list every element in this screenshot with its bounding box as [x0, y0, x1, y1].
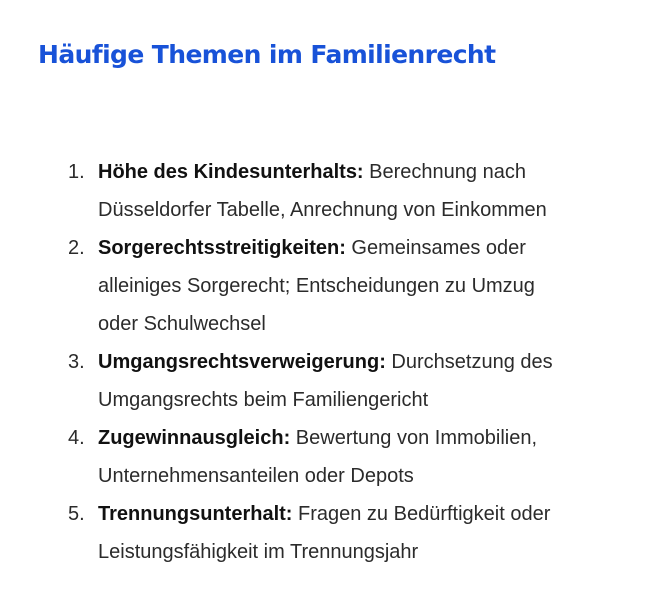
- topic-term: Zugewinnausgleich:: [98, 427, 291, 449]
- topic-term: Umgangsrechtsverweigerung:: [98, 351, 386, 373]
- list-item-text: [98, 229, 628, 267]
- topic-list: [68, 153, 628, 571]
- list-number: 2.: [68, 237, 85, 259]
- topic-description: Fragen zu Bedürftigkeit oder: [292, 503, 551, 525]
- topic-description-continued: Umgangsrechts beim Familiengericht: [98, 389, 429, 411]
- list-item: [68, 343, 628, 419]
- list-number: 3.: [68, 351, 85, 373]
- list-item-text: [98, 343, 628, 381]
- topic-term: Sorgerechtsstreitigkeiten:: [98, 237, 346, 259]
- topic-description: Berechnung nach: [363, 161, 526, 183]
- list-number: 4.: [68, 427, 85, 449]
- list-item: [68, 495, 628, 571]
- topic-description-continued: Unternehmensanteilen oder Depots: [98, 465, 414, 487]
- topic-description-continued: oder Schulwechsel: [98, 313, 266, 335]
- list-number: 1.: [68, 161, 85, 183]
- list-number: 5.: [68, 503, 85, 525]
- topic-description-continued: alleiniges Sorgerecht; Entscheidungen zu Umzug: [98, 275, 535, 297]
- list-item-text: [98, 153, 628, 191]
- topic-description: Bewertung von Immobilien,: [290, 427, 538, 449]
- section-heading: Häufige Themen im Familienrecht: [38, 40, 496, 69]
- list-item: [68, 419, 628, 495]
- list-item: [68, 153, 628, 229]
- topic-term: Höhe des Kindesunterhalts:: [98, 161, 364, 183]
- topic-description: Gemeinsames oder: [345, 237, 526, 259]
- topic-description-continued: Leistungsfähigkeit im Trennungsjahr: [98, 541, 419, 563]
- topic-description: Durchsetzung des: [385, 351, 553, 373]
- topic-description-continued: Düsseldorfer Tabelle, Anrechnung von Einkommen: [98, 199, 547, 221]
- list-item-text: [98, 495, 628, 533]
- list-item-text: [98, 419, 628, 457]
- topic-term: Trennungsunterhalt:: [98, 503, 293, 525]
- list-item: [68, 229, 628, 343]
